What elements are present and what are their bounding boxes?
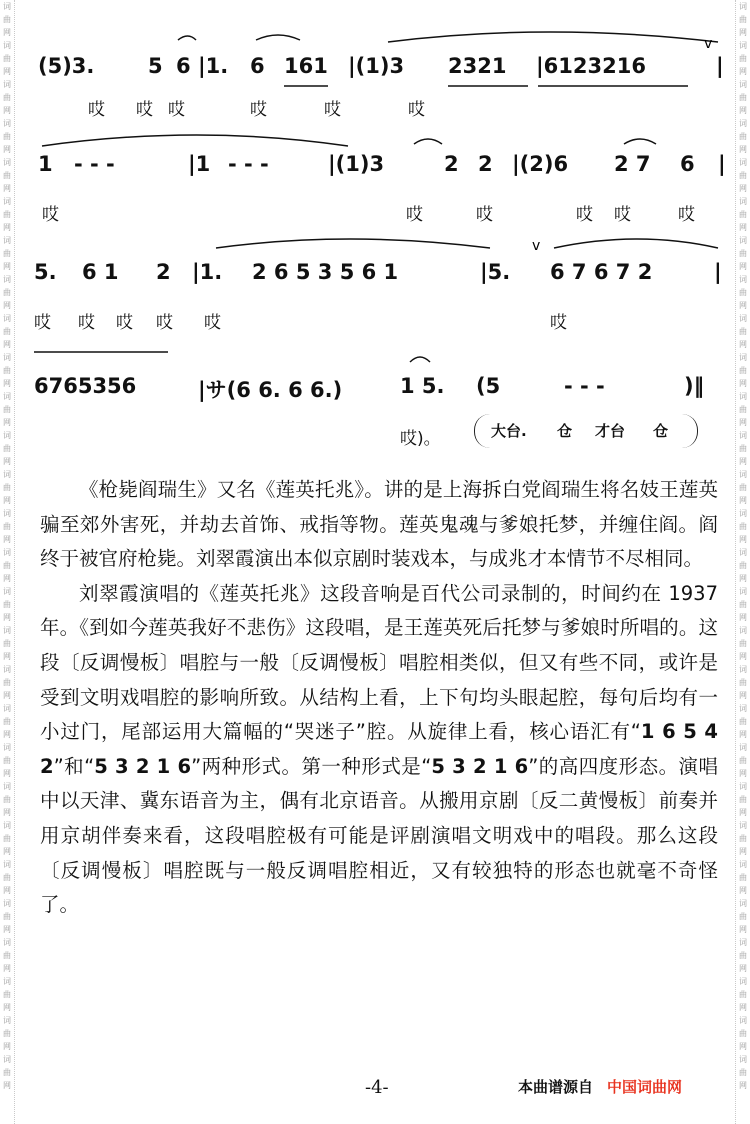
watermark-char: 曲 <box>739 873 747 882</box>
note-group: | <box>718 152 726 176</box>
watermark-char: 曲 <box>3 366 11 375</box>
paragraph-2-text: ”和“ <box>53 754 95 778</box>
watermark-char: 曲 <box>739 366 747 375</box>
watermark-char: 曲 <box>3 93 11 102</box>
watermark-char: 词 <box>3 548 11 557</box>
watermark-char: 网 <box>3 379 11 388</box>
watermark-char: 网 <box>3 535 11 544</box>
slur-marks <box>28 28 728 132</box>
watermark-char: 词 <box>3 665 11 674</box>
watermark-char: 网 <box>739 652 747 661</box>
paragraph-1: 《枪毙阎瑞生》又名《莲英托兆》。讲的是上海拆白党阎瑞生将名妓王莲英骗至郊外害死，并劫去首饰、戒指等物。莲英鬼魂与爹娘托梦，并缠住阎。阎终于被官府枪毙。刘翠霞演出本似京剧时装戏本，与成兆才本情节不尽相同。 <box>40 478 718 571</box>
lyric: 哎)。 <box>400 429 441 449</box>
watermark-char: 词 <box>739 665 747 674</box>
watermark-char: 词 <box>3 236 11 245</box>
watermark-char: 网 <box>3 1042 11 1051</box>
watermark-char: 网 <box>3 262 11 271</box>
watermark-char: 曲 <box>3 951 11 960</box>
watermark-char: 曲 <box>3 717 11 726</box>
watermark-char: 曲 <box>739 171 747 180</box>
lyric: 哎 <box>168 100 185 120</box>
motif-notes: 1 6 5 4 2 <box>40 720 719 778</box>
svg-text:v: v <box>704 36 713 52</box>
watermark-char: 网 <box>3 574 11 583</box>
watermark-char: 曲 <box>3 483 11 492</box>
watermark-char: 词 <box>739 977 747 986</box>
lyric: 哎 <box>136 100 153 120</box>
watermark-char: 曲 <box>739 834 747 843</box>
percussion-label: 仓 <box>557 422 573 440</box>
watermark-char: 曲 <box>3 1029 11 1038</box>
note-group: | <box>716 54 724 78</box>
watermark-char: 词 <box>3 1055 11 1064</box>
percussion-label: 才台 <box>595 422 626 440</box>
watermark-char: 曲 <box>3 132 11 141</box>
paragraph-2 <box>40 577 718 923</box>
watermark-char: 曲 <box>3 561 11 570</box>
motif-notes: 5 3 2 1 6 <box>431 754 529 778</box>
watermark-char: 曲 <box>739 327 747 336</box>
watermark-char: 曲 <box>3 522 11 531</box>
note-group: |6123216 <box>536 54 646 78</box>
watermark-char: 网 <box>739 964 747 973</box>
watermark-char: 曲 <box>739 717 747 726</box>
watermark-char: 词 <box>739 314 747 323</box>
watermark-char: 曲 <box>739 639 747 648</box>
watermark-char: 词 <box>739 743 747 752</box>
watermark-char: 词 <box>739 353 747 362</box>
watermark-char: 词 <box>3 119 11 128</box>
watermark-char: 词 <box>739 587 747 596</box>
watermark-char: 网 <box>739 613 747 622</box>
watermark-char: 曲 <box>3 15 11 24</box>
watermark-char: 网 <box>3 652 11 661</box>
watermark-char: 网 <box>3 28 11 37</box>
watermark-char: 网 <box>739 1042 747 1051</box>
watermark-char: 曲 <box>3 639 11 648</box>
source-credit <box>518 1076 682 1097</box>
watermark-char: 词 <box>739 899 747 908</box>
watermark-char: 网 <box>739 574 747 583</box>
paragraph-2-text: ”两种形式。第一种形式是“ <box>191 754 432 778</box>
watermark-char: 曲 <box>739 951 747 960</box>
note-group: - - - <box>564 374 605 398</box>
watermark-char: 网 <box>3 847 11 856</box>
watermark-char: 网 <box>739 106 747 115</box>
note-group: |(1)3 <box>348 54 405 78</box>
paragraph-2-text: 刘翠霞演唱的《莲英托兆》这段音响是百代公司录制的，时间约在 1937 年。《到如今莲英我好不悲伤》这段唱，是王莲英死后托梦与爹娘时所唱的。这段〔反调慢板〕唱腔与一般〔反调慢板〕唱腔相类似，但又有些不同，或许是受到文明戏唱腔的影响所致。从结构上看，上下句均头眼起腔，每句后均有一小过门，尾部运用大篇幅的“哭迷子”腔。从旋律上看，核心语汇有“ <box>40 581 718 744</box>
note-group: - - - <box>74 152 115 176</box>
percussion-label: 仓 <box>653 422 669 440</box>
watermark-char: 网 <box>739 925 747 934</box>
watermark-char: 词 <box>739 509 747 518</box>
watermark-char: 词 <box>739 860 747 869</box>
watermark-char: 词 <box>739 821 747 830</box>
watermark-char: 网 <box>3 145 11 154</box>
source-brand[interactable]: 中国词曲网 <box>607 1078 683 1096</box>
watermark-char: 词 <box>3 1016 11 1025</box>
watermark-char: 词 <box>739 1055 747 1064</box>
watermark-char: 曲 <box>3 288 11 297</box>
watermark-char: 词 <box>3 431 11 440</box>
watermark-char: 曲 <box>739 132 747 141</box>
note-group: 2 <box>444 152 459 176</box>
note-group: (5 <box>476 374 501 398</box>
watermark-char: 曲 <box>3 171 11 180</box>
watermark-char: 网 <box>739 145 747 154</box>
watermark-char: 词 <box>739 158 747 167</box>
lyric: 哎 <box>550 313 567 333</box>
watermark-char: 网 <box>739 184 747 193</box>
watermark-char: 词 <box>739 80 747 89</box>
watermark-char: 词 <box>739 197 747 206</box>
motif-notes: 5 3 2 1 6 <box>94 754 192 778</box>
lyric: 哎 <box>324 100 341 120</box>
watermark-char: 词 <box>3 353 11 362</box>
watermark-char: 网 <box>3 886 11 895</box>
watermark-char: 曲 <box>739 756 747 765</box>
note-group: (5)3. <box>38 54 95 78</box>
note-group: 6 <box>680 152 695 176</box>
note-group: 2 6 5 3 5 6 1 <box>252 260 399 284</box>
page-number: -4- <box>365 1077 389 1098</box>
watermark-char: 曲 <box>739 795 747 804</box>
watermark-char: 网 <box>3 769 11 778</box>
watermark-char: 词 <box>3 860 11 869</box>
watermark-char: 网 <box>3 340 11 349</box>
lyric: 哎 <box>42 205 59 225</box>
lyric: 哎 <box>678 205 695 225</box>
watermark-char: 网 <box>739 886 747 895</box>
note-group: 6 <box>250 54 265 78</box>
watermark-char: 网 <box>3 613 11 622</box>
watermark-char: 网 <box>3 67 11 76</box>
watermark-char: 网 <box>3 301 11 310</box>
watermark-char: 曲 <box>739 912 747 921</box>
watermark-char: 曲 <box>739 93 747 102</box>
watermark-char: 词 <box>739 704 747 713</box>
slur-marks <box>28 130 728 234</box>
note-group: |(1)3 <box>328 152 385 176</box>
note-group: 2321 <box>448 54 507 78</box>
note-group: 5 <box>148 54 163 78</box>
watermark-char: 词 <box>739 236 747 245</box>
watermark-char: 网 <box>3 457 11 466</box>
watermark-strip-right <box>735 0 750 1124</box>
watermark-char: 词 <box>3 821 11 830</box>
watermark-char: 网 <box>3 223 11 232</box>
lyric: 哎 <box>204 313 221 333</box>
lyric: 哎 <box>576 205 593 225</box>
watermark-char: 曲 <box>3 1068 11 1077</box>
note-group: 2 7 <box>614 152 651 176</box>
watermark-char: 曲 <box>3 444 11 453</box>
watermark-char: 词 <box>739 41 747 50</box>
watermark-char: 曲 <box>739 288 747 297</box>
watermark-char: 词 <box>739 431 747 440</box>
watermark-char: 曲 <box>739 405 747 414</box>
watermark-char: 词 <box>739 119 747 128</box>
watermark-char: 曲 <box>739 678 747 687</box>
note-group: |サ(6 6. 6 6.) <box>198 378 343 402</box>
lyric: 哎 <box>78 313 95 333</box>
watermark-char: 网 <box>3 1003 11 1012</box>
slur-marks <box>28 232 728 336</box>
watermark-char: 网 <box>3 808 11 817</box>
note-group: |(2)6 <box>512 152 569 176</box>
watermark-char: 网 <box>3 106 11 115</box>
watermark-char: 网 <box>739 1081 747 1090</box>
watermark-char: 曲 <box>739 1068 747 1077</box>
watermark-char: 词 <box>3 80 11 89</box>
lyric: 哎 <box>88 100 105 120</box>
watermark-char: 网 <box>739 691 747 700</box>
watermark-char: 曲 <box>3 834 11 843</box>
watermark-char: 曲 <box>3 678 11 687</box>
watermark-char: 网 <box>739 496 747 505</box>
watermark-char: 词 <box>3 782 11 791</box>
lyric: 哎 <box>408 100 425 120</box>
watermark-char: 词 <box>3 314 11 323</box>
watermark-char: 词 <box>3 704 11 713</box>
watermark-char: 网 <box>739 223 747 232</box>
svg-text:v: v <box>532 238 541 254</box>
watermark-char: 词 <box>3 626 11 635</box>
watermark-char: 网 <box>739 340 747 349</box>
watermark-char: 网 <box>739 1003 747 1012</box>
watermark-strip-left <box>0 0 15 1124</box>
note-group: - - - <box>228 152 269 176</box>
note-group: |1 <box>188 152 211 176</box>
percussion-box <box>474 414 698 448</box>
note-group: 2 <box>156 260 171 284</box>
watermark-char: 网 <box>739 730 747 739</box>
watermark-char: 网 <box>739 262 747 271</box>
watermark-char: 曲 <box>739 483 747 492</box>
watermark-char: 网 <box>739 379 747 388</box>
watermark-char: 曲 <box>3 600 11 609</box>
watermark-char: 词 <box>739 470 747 479</box>
watermark-char: 网 <box>739 847 747 856</box>
note-group: 2 <box>478 152 493 176</box>
watermark-char: 词 <box>3 899 11 908</box>
note-group: 6 7 6 7 2 <box>550 260 653 284</box>
watermark-char: 网 <box>739 535 747 544</box>
watermark-char: 曲 <box>3 990 11 999</box>
note-group: |5. <box>480 260 511 284</box>
watermark-char: 网 <box>739 67 747 76</box>
watermark-char: 网 <box>739 301 747 310</box>
watermark-char: 曲 <box>739 210 747 219</box>
note-group: | <box>714 260 722 284</box>
watermark-char: 词 <box>739 938 747 947</box>
note-group: 161 <box>284 54 328 78</box>
watermark-char: 曲 <box>739 15 747 24</box>
watermark-char: 词 <box>3 158 11 167</box>
lyric: 哎 <box>156 313 173 333</box>
watermark-char: 词 <box>3 2 11 11</box>
watermark-char: 网 <box>3 418 11 427</box>
watermark-char: 词 <box>3 743 11 752</box>
watermark-char: 词 <box>739 392 747 401</box>
watermark-char: 词 <box>3 509 11 518</box>
watermark-char: 曲 <box>739 600 747 609</box>
description-block <box>40 473 718 923</box>
watermark-char: 词 <box>3 41 11 50</box>
watermark-char: 网 <box>3 1081 11 1090</box>
watermark-char: 网 <box>739 28 747 37</box>
lyric: 哎 <box>406 205 423 225</box>
score-row-1 <box>28 28 728 132</box>
watermark-char: 词 <box>3 470 11 479</box>
watermark-char: 网 <box>739 418 747 427</box>
note-group: 1 5. <box>400 374 445 398</box>
score-row-3 <box>28 232 728 336</box>
lyric: 哎 <box>116 313 133 333</box>
watermark-char: 词 <box>3 938 11 947</box>
watermark-char: 曲 <box>3 756 11 765</box>
note-group: 6 <box>176 54 191 78</box>
watermark-char: 曲 <box>739 249 747 258</box>
note-group: 5. <box>34 260 57 284</box>
note-group: |1. <box>192 260 223 284</box>
watermark-char: 曲 <box>739 561 747 570</box>
watermark-char: 词 <box>739 782 747 791</box>
watermark-char: 曲 <box>739 990 747 999</box>
watermark-char: 曲 <box>739 1029 747 1038</box>
watermark-char: 词 <box>739 275 747 284</box>
watermark-char: 网 <box>3 730 11 739</box>
watermark-char: 网 <box>3 691 11 700</box>
watermark-char: 曲 <box>3 249 11 258</box>
note-group: )‖ <box>684 374 705 398</box>
watermark-char: 词 <box>3 392 11 401</box>
lyric: 哎 <box>476 205 493 225</box>
watermark-char: 词 <box>739 1016 747 1025</box>
watermark-char: 网 <box>739 808 747 817</box>
watermark-char: 曲 <box>3 405 11 414</box>
lyric: 哎 <box>250 100 267 120</box>
watermark-char: 词 <box>739 2 747 11</box>
lyric: 哎 <box>34 313 51 333</box>
watermark-char: 词 <box>3 977 11 986</box>
watermark-char: 网 <box>739 769 747 778</box>
lyric: 哎 <box>614 205 631 225</box>
watermark-char: 词 <box>3 275 11 284</box>
paragraph-2-text: ”的高四度形态。演唱中以天津、冀东语音为主，偶有北京语音。从搬用京剧〔反二黄慢板〕前奏并用京胡伴奏来看，这段唱腔极有可能是评剧演唱文明戏中的唱段。那么这段〔反调慢板〕唱腔既与一般反调唱腔相近，又有较独特的形态也就毫不奇怪了。 <box>40 754 718 917</box>
watermark-char: 曲 <box>3 795 11 804</box>
watermark-char: 曲 <box>3 327 11 336</box>
watermark-char: 曲 <box>3 210 11 219</box>
watermark-char: 网 <box>3 925 11 934</box>
watermark-char: 曲 <box>3 873 11 882</box>
watermark-char: 词 <box>739 548 747 557</box>
watermark-char: 网 <box>3 184 11 193</box>
note-group: 6 1 <box>82 260 119 284</box>
note-group: 1 <box>38 152 53 176</box>
watermark-char: 词 <box>739 626 747 635</box>
watermark-char: 词 <box>3 587 11 596</box>
watermark-char: 曲 <box>3 54 11 63</box>
watermark-char: 曲 <box>3 912 11 921</box>
watermark-char: 网 <box>3 496 11 505</box>
note-group: |1. <box>198 54 229 78</box>
percussion-label: 大台. <box>491 422 527 440</box>
watermark-char: 网 <box>739 457 747 466</box>
watermark-char: 曲 <box>739 522 747 531</box>
note-group: 6765356 <box>34 374 137 398</box>
score-row-2 <box>28 130 728 234</box>
watermark-char: 曲 <box>739 54 747 63</box>
watermark-char: 曲 <box>739 444 747 453</box>
watermark-char: 词 <box>3 197 11 206</box>
watermark-char: 网 <box>3 964 11 973</box>
source-label: 本曲谱源自 <box>518 1078 594 1096</box>
